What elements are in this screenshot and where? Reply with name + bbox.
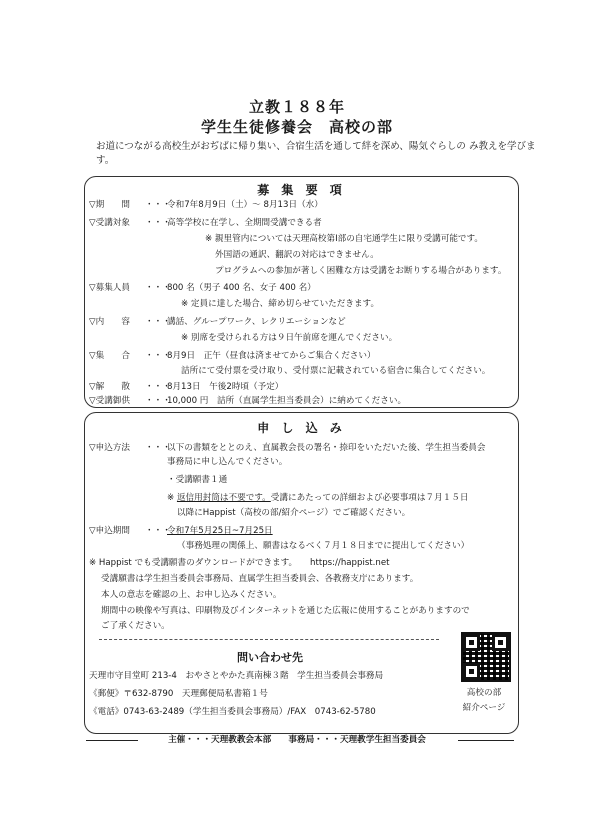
row-label: ▽解 散 [89,382,130,392]
gather-note: 詰所にて受付票を受け取り、受付票に記載されている宿舎に集合してください。 [181,366,491,376]
qr-code-icon[interactable] [461,632,511,682]
row-dots: ・・・ [145,526,171,536]
row-value: 高等学校に在学し、全期間受講できる者 [167,218,322,228]
target-note-1: ※ 親里管内については天理高校第Ⅰ部の自宅通学生に限り受講可能です。 [205,234,484,244]
row-value: 800 名（男子 400 名、女子 400 名） [167,283,316,293]
method-item: ・受講願書１通 [167,475,228,485]
row-dots: ・・・ [145,200,171,210]
divider [99,639,439,640]
row-label: ▽集 合 [89,351,130,361]
qr-caption-1: 高校の部 [466,688,502,698]
row-label: ▽募集人員 [89,283,130,293]
footer-text: 主催・・・天理教教会本部 事務局・・・天理教学生担当委員会 [168,735,426,745]
note-underlined: 返信用封筒は不要です。 [176,493,271,503]
contact-heading: 問い合わせ先 [237,651,303,664]
row-value: 令和7年5月25日~7月25日 [167,526,273,536]
method-note1 [167,493,468,504]
row-label: ▽受講御供 [89,396,130,406]
row-value: 10,000 円 詰所（直属学生担当委員会）に納めてください。 [167,396,407,406]
method-note2: 以降にHappist（高校の部/紹介ページ）でご確認ください。 [177,508,411,518]
recruit-heading: 募 集 要 項 [257,183,346,197]
apply-note1: 受講願書は学生担当委員会事務局、直属学生担当委員会、各教務支庁にあります。 [101,574,419,584]
row-dots: ・・・ [145,351,171,361]
content-note: ※ 別席を受けられる方は９日午前席を運んでください。 [181,333,398,343]
method-line2: 事務局に申し込んでください。 [167,457,288,467]
title-line2: 学生生徒修養会 高校の部 [200,118,393,136]
row-dots: ・・・ [145,317,171,327]
row-value: 講話、グループワーク、レクリエーションなど [167,317,346,327]
row-value: 8月13日 午後2時頃（予定） [167,382,284,392]
title-line1: 立教１８８年 [248,98,345,116]
row-value: 令和7年8月9日（土）～ 8月13日（水） [167,200,323,210]
apply-note3: 期間中の映像や写真は、印刷物及びインターネットを通じた広報に使用することがありますので [101,606,470,616]
contact-phone: 《電話》0743-63-2489（学生担当委員会事務局）/FAX 0743-62-5780 [89,707,376,717]
note-prefix: ※ [167,493,177,503]
period-note: （事務処理の関係上、願書はなるべく７月１８日までに提出してください） [177,541,470,551]
qr-caption-2: 紹介ページ [462,703,506,713]
qr-finder-bottom-left [463,663,480,680]
qr-finder-top-left [463,634,480,651]
row-dots: ・・・ [145,443,171,453]
row-label: ▽申込方法 [89,443,130,453]
capacity-note: ※ 定員に達した場合、締め切らせていただきます。 [181,299,380,309]
contact-postal: 《郵便》〒632-8790 天理郵便局私書箱１号 [89,689,268,699]
row-dots: ・・・ [145,382,171,392]
recruit-box [84,176,519,408]
row-label: ▽内 容 [89,317,130,327]
row-value: 以下の書類をととのえ、直属教会長の署名・捺印をいただいた後、学生担当委員会 [167,443,486,453]
row-label: ▽期 間 [89,200,130,210]
row-label: ▽受講対象 [89,218,130,228]
note-rest: 受講にあたっての詳細および必要事項は７月１５日 [270,493,469,503]
target-note-2: 外国語の通訳、翻訳の対応はできません。 [215,250,379,260]
target-note-3: プログラムへの参加が著しく困難な方は受講をお断りする場合があります。 [215,266,507,276]
row-value: 8月9日 正午（昼食は済ませてからご集合ください） [167,351,376,361]
apply-note4: ご了承ください。 [101,621,170,631]
happist-line: ※ Happist でも受講願書のダウンロードができます。 https://happist.net [89,558,390,568]
row-dots: ・・・ [145,396,171,406]
apply-heading: 申 し 込 み [257,421,346,435]
apply-note2: 本人の意志を確認の上、お申し込みください。 [101,590,282,600]
intro-text: お道につながる高校生がおぢばに帰り集い、合宿生活を通して絆を深め、陽気ぐらしの み教えを学びます。 [96,141,536,166]
footer-rule-right [458,740,514,741]
row-label: ▽申込期間 [89,526,130,536]
contact-address: 天理市守目堂町 213-4 おやさとやかた真南棟３階 学生担当委員会事務局 [89,671,384,681]
row-dots: ・・・ [145,218,171,228]
qr-finder-top-right [492,634,509,651]
row-dots: ・・・ [145,283,171,293]
